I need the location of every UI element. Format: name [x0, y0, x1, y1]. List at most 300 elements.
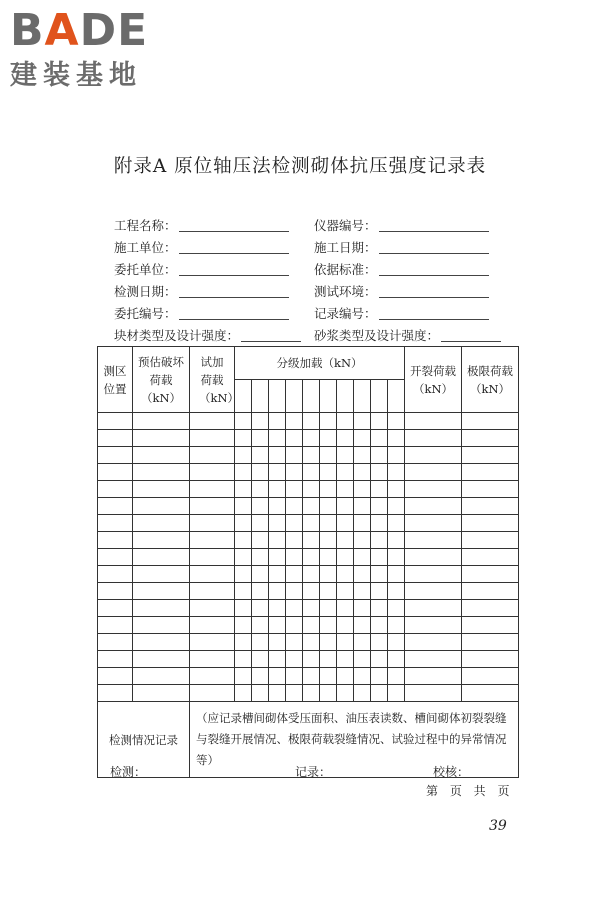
table-cell	[286, 464, 303, 481]
table-cell	[190, 549, 235, 566]
field-row	[114, 280, 514, 302]
field-row	[114, 236, 514, 258]
table-row	[98, 685, 519, 702]
table-cell	[320, 447, 337, 464]
table-cell	[252, 651, 269, 668]
table-cell	[303, 464, 320, 481]
table-cell	[98, 583, 133, 600]
table-row	[98, 600, 519, 617]
table-cell	[320, 549, 337, 566]
table-cell	[286, 481, 303, 498]
table-cell	[462, 668, 519, 685]
table-cell	[388, 413, 405, 430]
table-cell	[235, 464, 252, 481]
table-cell	[371, 532, 388, 549]
checker-label: 校核：	[433, 765, 470, 779]
table-cell	[405, 464, 462, 481]
table-cell	[354, 566, 371, 583]
table-row	[98, 583, 519, 600]
field-row	[114, 302, 514, 324]
table-cell	[252, 583, 269, 600]
table-cell	[388, 634, 405, 651]
table-cell	[371, 617, 388, 634]
table-cell	[337, 515, 354, 532]
table-cell	[354, 515, 371, 532]
table-cell	[252, 481, 269, 498]
table-cell	[462, 634, 519, 651]
table-cell	[354, 634, 371, 651]
table-cell	[371, 549, 388, 566]
table-cell	[337, 430, 354, 447]
table-row	[98, 430, 519, 447]
table-cell	[320, 464, 337, 481]
field-label: 委托编号：	[114, 306, 177, 321]
table-cell	[252, 515, 269, 532]
table-cell	[190, 498, 235, 515]
field-row	[114, 324, 514, 346]
table-cell	[354, 413, 371, 430]
table-cell	[133, 651, 190, 668]
table-cell	[462, 600, 519, 617]
table-cell	[252, 413, 269, 430]
fill-line	[379, 219, 489, 232]
table-cell	[252, 600, 269, 617]
table-cell	[252, 566, 269, 583]
table-cell	[462, 583, 519, 600]
table-cell	[269, 634, 286, 651]
table-cell	[235, 583, 252, 600]
table-cell	[133, 668, 190, 685]
table-cell	[190, 685, 235, 702]
table-cell	[462, 464, 519, 481]
table-row	[98, 464, 519, 481]
table-cell	[286, 413, 303, 430]
table-cell	[235, 634, 252, 651]
table-cell	[371, 600, 388, 617]
table-cell	[371, 430, 388, 447]
table-cell	[388, 515, 405, 532]
table-cell	[269, 600, 286, 617]
field-label: 测试环境：	[314, 284, 377, 299]
table-cell	[269, 481, 286, 498]
table-cell	[269, 668, 286, 685]
table-cell	[286, 549, 303, 566]
table-cell	[235, 430, 252, 447]
header-graded-load: 分级加载（kN）	[235, 347, 405, 380]
table-cell	[235, 668, 252, 685]
recorder-label: 记录：	[295, 765, 332, 779]
table-row	[98, 668, 519, 685]
table-cell	[235, 447, 252, 464]
table-cell	[337, 532, 354, 549]
table-cell	[462, 566, 519, 583]
table-cell	[98, 430, 133, 447]
table-cell	[133, 413, 190, 430]
table-cell	[405, 617, 462, 634]
fill-line	[379, 285, 489, 298]
graded-subcell	[303, 380, 320, 413]
logo-subtitle: 建装基地	[10, 60, 142, 91]
table-cell	[269, 430, 286, 447]
table-cell	[235, 413, 252, 430]
table-cell	[235, 600, 252, 617]
table-cell	[190, 464, 235, 481]
table-cell	[133, 481, 190, 498]
table-cell	[190, 634, 235, 651]
table-cell	[190, 600, 235, 617]
table-cell	[320, 413, 337, 430]
table-cell	[190, 430, 235, 447]
table-cell	[303, 600, 320, 617]
table-cell	[98, 447, 133, 464]
fill-line	[179, 219, 289, 232]
table-row	[98, 447, 519, 464]
table-cell	[133, 498, 190, 515]
table-cell	[133, 685, 190, 702]
table-cell	[286, 617, 303, 634]
table-cell	[286, 668, 303, 685]
table-cell	[354, 430, 371, 447]
table-cell	[190, 532, 235, 549]
table-cell	[98, 617, 133, 634]
page-info: 第 页 共 页	[426, 784, 514, 798]
table-cell	[354, 481, 371, 498]
remark-text: （应记录槽间砌体受压面积、油压表读数、槽间砌体初裂裂缝与裂缝开展情况、极限荷载裂缝情况、试验过程中的异常情况等）	[190, 702, 519, 778]
field-label: 施工日期：	[314, 240, 377, 255]
table-cell	[252, 498, 269, 515]
table-row	[98, 481, 519, 498]
header-area: 测区位置	[98, 347, 133, 413]
table-cell	[405, 583, 462, 600]
table-row	[98, 532, 519, 549]
table-cell	[320, 668, 337, 685]
field-label: 砂浆类型及设计强度：	[314, 328, 440, 343]
table-cell	[371, 447, 388, 464]
table-cell	[235, 515, 252, 532]
table-cell	[235, 685, 252, 702]
field-label: 记录编号：	[314, 306, 377, 321]
table-cell	[286, 532, 303, 549]
table-cell	[252, 685, 269, 702]
table-cell	[388, 447, 405, 464]
table-cell	[190, 566, 235, 583]
table-cell	[269, 464, 286, 481]
table-cell	[388, 464, 405, 481]
table-cell	[320, 481, 337, 498]
field-label: 检测日期：	[114, 284, 177, 299]
table-cell	[337, 685, 354, 702]
table-cell	[269, 498, 286, 515]
table-cell	[190, 668, 235, 685]
table-cell	[354, 617, 371, 634]
table-cell	[388, 651, 405, 668]
fill-line	[179, 307, 289, 320]
table-cell	[371, 515, 388, 532]
table-cell	[303, 430, 320, 447]
table-cell	[320, 430, 337, 447]
fill-line	[441, 329, 501, 342]
table-cell	[235, 549, 252, 566]
table-row	[98, 566, 519, 583]
table-cell	[303, 413, 320, 430]
table-cell	[337, 651, 354, 668]
fill-line	[379, 263, 489, 276]
table-cell	[388, 498, 405, 515]
table-cell	[286, 430, 303, 447]
table-cell	[462, 430, 519, 447]
table-cell	[98, 566, 133, 583]
table-cell	[337, 464, 354, 481]
table-cell	[462, 685, 519, 702]
table-cell	[133, 600, 190, 617]
fill-line	[241, 329, 301, 342]
table-cell	[269, 685, 286, 702]
table-cell	[252, 430, 269, 447]
table-row	[98, 549, 519, 566]
table-cell	[303, 515, 320, 532]
table-cell	[98, 549, 133, 566]
table-cell	[133, 634, 190, 651]
table-cell	[405, 634, 462, 651]
table-cell	[286, 498, 303, 515]
table-cell	[337, 668, 354, 685]
table-cell	[252, 668, 269, 685]
table-cell	[462, 651, 519, 668]
table-cell	[133, 464, 190, 481]
table-cell	[98, 413, 133, 430]
table-row	[98, 498, 519, 515]
table-row	[98, 515, 519, 532]
table-cell	[320, 600, 337, 617]
page-number: 39	[489, 818, 507, 834]
table-cell	[133, 549, 190, 566]
field-label: 块材类型及设计强度：	[114, 328, 240, 343]
table-cell	[98, 634, 133, 651]
table-cell	[252, 634, 269, 651]
table-cell	[269, 447, 286, 464]
table-cell	[320, 617, 337, 634]
page-title: 附录A 原位轴压法检测砌体抗压强度记录表	[113, 156, 487, 177]
table-cell	[354, 685, 371, 702]
table-cell	[405, 498, 462, 515]
info-fields	[114, 214, 514, 346]
table-cell	[371, 651, 388, 668]
table-cell	[405, 549, 462, 566]
table-cell	[252, 532, 269, 549]
table-cell	[405, 447, 462, 464]
table-cell	[98, 600, 133, 617]
fill-line	[179, 241, 289, 254]
table-cell	[462, 481, 519, 498]
table-cell	[405, 481, 462, 498]
table-cell	[133, 532, 190, 549]
table-cell	[405, 413, 462, 430]
table-cell	[286, 447, 303, 464]
table-cell	[354, 498, 371, 515]
table-cell	[371, 481, 388, 498]
table-cell	[371, 464, 388, 481]
table-cell	[303, 583, 320, 600]
field-label: 工程名称：	[114, 218, 177, 233]
table-cell	[462, 498, 519, 515]
table-cell	[388, 532, 405, 549]
table-cell	[286, 566, 303, 583]
table-cell	[405, 668, 462, 685]
table-cell	[388, 668, 405, 685]
table-cell	[320, 566, 337, 583]
table-cell	[405, 532, 462, 549]
table-cell	[303, 549, 320, 566]
header-ultimate-load: 极限荷载（kN）	[462, 347, 519, 413]
table-cell	[286, 515, 303, 532]
graded-subcell	[252, 380, 269, 413]
field-label: 委托单位：	[114, 262, 177, 277]
table-cell	[337, 634, 354, 651]
table-cell	[462, 617, 519, 634]
graded-subcell	[269, 380, 286, 413]
table-cell	[190, 583, 235, 600]
table-cell	[303, 668, 320, 685]
table-cell	[405, 430, 462, 447]
table-cell	[133, 583, 190, 600]
table-cell	[190, 447, 235, 464]
table-cell	[388, 600, 405, 617]
table-cell	[320, 532, 337, 549]
table-cell	[303, 498, 320, 515]
table-cell	[133, 515, 190, 532]
table-cell	[98, 532, 133, 549]
table-cell	[190, 651, 235, 668]
table-cell	[337, 566, 354, 583]
graded-subcell	[354, 380, 371, 413]
table-cell	[337, 447, 354, 464]
table-cell	[462, 549, 519, 566]
fill-line	[179, 263, 289, 276]
table-cell	[98, 498, 133, 515]
table-cell	[388, 549, 405, 566]
table-cell	[252, 617, 269, 634]
table-cell	[320, 651, 337, 668]
field-row	[114, 214, 514, 236]
bade-logo	[10, 6, 180, 94]
table-cell	[98, 481, 133, 498]
table-cell	[337, 413, 354, 430]
header-estimated-load: 预估破坏荷载（kN）	[133, 347, 190, 413]
header-trial-load: 试加荷载（kN）	[190, 347, 235, 413]
table-cell	[235, 481, 252, 498]
table-cell	[133, 566, 190, 583]
table-cell	[354, 464, 371, 481]
table-cell	[286, 600, 303, 617]
table-cell	[269, 549, 286, 566]
table-cell	[320, 498, 337, 515]
remark-label: 检测情况记录	[98, 702, 190, 778]
table-cell	[269, 651, 286, 668]
table-cell	[235, 566, 252, 583]
table-cell	[354, 583, 371, 600]
table-cell	[371, 668, 388, 685]
table-cell	[405, 685, 462, 702]
table-cell	[320, 634, 337, 651]
fill-line	[179, 285, 289, 298]
table-cell	[462, 413, 519, 430]
table-cell	[405, 566, 462, 583]
logo-accent-letter: A	[44, 5, 80, 56]
table-cell	[252, 549, 269, 566]
table-cell	[462, 447, 519, 464]
record-table	[97, 346, 519, 778]
table-cell	[303, 685, 320, 702]
table-cell	[190, 515, 235, 532]
table-cell	[133, 447, 190, 464]
table-cell	[354, 600, 371, 617]
graded-subcell	[337, 380, 354, 413]
table-cell	[190, 617, 235, 634]
field-label: 施工单位：	[114, 240, 177, 255]
table-cell	[235, 498, 252, 515]
table-header-row	[98, 347, 519, 380]
table-cell	[337, 600, 354, 617]
table-cell	[190, 413, 235, 430]
data-rows	[98, 413, 519, 702]
table-cell	[303, 532, 320, 549]
table-cell	[337, 549, 354, 566]
table-row	[98, 413, 519, 430]
table-row	[98, 617, 519, 634]
table-cell	[269, 413, 286, 430]
table-cell	[286, 634, 303, 651]
table-cell	[235, 651, 252, 668]
graded-subcell	[320, 380, 337, 413]
table-cell	[405, 651, 462, 668]
table-cell	[98, 515, 133, 532]
table-cell	[354, 668, 371, 685]
table-cell	[371, 583, 388, 600]
fill-line	[379, 307, 489, 320]
table-cell	[269, 617, 286, 634]
table-cell	[337, 583, 354, 600]
table-cell	[303, 651, 320, 668]
table-cell	[286, 651, 303, 668]
table-cell	[371, 498, 388, 515]
fill-line	[379, 241, 489, 254]
table-cell	[462, 532, 519, 549]
table-cell	[235, 617, 252, 634]
table-cell	[303, 617, 320, 634]
graded-subcell	[286, 380, 303, 413]
table-cell	[303, 566, 320, 583]
table-cell	[269, 583, 286, 600]
table-cell	[303, 634, 320, 651]
table-cell	[337, 481, 354, 498]
table-cell	[133, 430, 190, 447]
table-cell	[98, 464, 133, 481]
table-cell	[388, 566, 405, 583]
field-row	[114, 258, 514, 280]
table-cell	[133, 617, 190, 634]
table-row	[98, 634, 519, 651]
table-cell	[303, 481, 320, 498]
table-cell	[388, 430, 405, 447]
graded-subcell	[371, 380, 388, 413]
table-cell	[269, 532, 286, 549]
table-cell	[405, 600, 462, 617]
table-cell	[371, 413, 388, 430]
table-cell	[337, 498, 354, 515]
table-cell	[388, 583, 405, 600]
table-row	[98, 651, 519, 668]
table-cell	[269, 566, 286, 583]
